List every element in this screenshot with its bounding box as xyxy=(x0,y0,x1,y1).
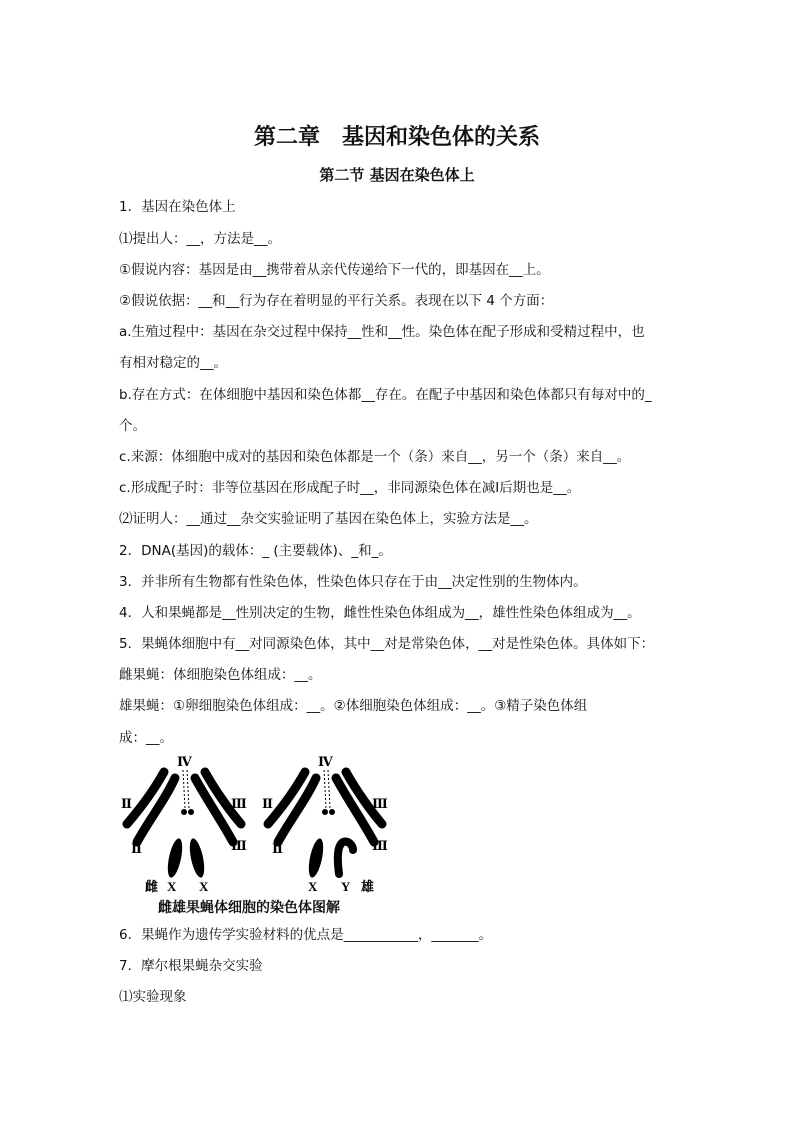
text-line: ①假说内容：基因是由__携带着从亲代传递给下一代的，即基因在__上。 xyxy=(119,262,550,278)
x-label: X xyxy=(167,879,177,894)
text-line: ⑴实验现象 xyxy=(119,989,187,1005)
text-line: 雄果蝇：①卵细胞染色体组成：__。②体细胞染色体组成：__。③精子染色体组 xyxy=(119,698,588,714)
chromosome-diagram xyxy=(119,750,399,920)
centromere-dot xyxy=(329,809,335,815)
text-line: a.生殖过程中：基因在杂交过程中保持__性和__性。染色体在配子形成和受精过程中，也 xyxy=(119,324,645,340)
text-line: ⑵证明人：__通过__杂交实验证明了基因在染色体上，实验方法是__。 xyxy=(119,511,538,527)
chromosome-label-iii: Ⅲ xyxy=(372,796,388,811)
centromere-dot xyxy=(322,809,328,815)
x-label: X xyxy=(308,879,318,894)
chromosome-label-iii: Ⅲ xyxy=(231,838,247,853)
figure-caption: 雌雄果蝇体细胞的染色体图解 xyxy=(158,900,340,916)
sex-label: 雌 xyxy=(145,879,159,894)
x-label: X xyxy=(199,879,209,894)
text-line: ⑴提出人：__，方法是__。 xyxy=(119,231,281,247)
x-chromosome xyxy=(165,837,185,879)
sex-label: 雄 xyxy=(361,879,375,894)
female-karyotype xyxy=(121,754,247,894)
chromosome-iv xyxy=(324,770,326,808)
text-line: 1．基因在染色体上 xyxy=(119,199,236,215)
chromosome-label-ii: Ⅱ xyxy=(121,796,132,811)
chromosome-label-ii: Ⅱ xyxy=(131,841,142,856)
text-line: b.存在方式：在体细胞中基因和染色体都__存在。在配子中基因和染色体都只有每对中的_ xyxy=(119,387,652,403)
y-chromosome xyxy=(338,842,353,874)
text-line: 7．摩尔根果蝇杂交实验 xyxy=(119,958,263,974)
text-line: 4．人和果蝇都是__性别决定的生物，雌性性染色体组成为__，雄性性染色体组成为__。 xyxy=(119,605,641,621)
male-karyotype xyxy=(262,754,388,894)
y-label: Y xyxy=(341,879,351,894)
x-chromosome xyxy=(306,837,326,879)
chromosome-iv xyxy=(183,770,185,808)
chromosome-iv xyxy=(328,770,330,808)
x-chromosome xyxy=(187,837,207,879)
section-subtitle: 第二节 基因在染色体上 xyxy=(319,166,475,184)
chromosome-ii xyxy=(127,772,164,824)
text-line: 6．果蝇作为遗传学实验材料的优点是___________，_______。 xyxy=(119,927,493,943)
text-line: 3．并非所有生物都有性染色体，性染色体只存在于由__决定性别的生物体内。 xyxy=(119,574,587,590)
text-line: 成：__。 xyxy=(119,730,173,746)
text-line: 个。 xyxy=(119,418,146,434)
chromosome-label-iv: Ⅳ xyxy=(318,754,333,769)
centromere-dot xyxy=(188,809,194,815)
chromosome-iv xyxy=(187,770,189,808)
chromosome-label-iii: Ⅲ xyxy=(372,838,388,853)
text-line: c.形成配子时：非等位基因在形成配子时__，非同源染色体在减Ⅰ后期也是__。 xyxy=(119,480,581,496)
text-line: c.来源：体细胞中成对的基因和染色体都是一个（条）来自__，另一个（条）来自__。 xyxy=(119,449,631,465)
chromosome-ii xyxy=(268,772,305,824)
chromosome-label-iii: Ⅲ xyxy=(231,796,247,811)
text-line: 5．果蝇体细胞中有__对同源染色体，其中__对是常染色体，__对是性染色体。具体如下： xyxy=(119,636,655,652)
chromosome-label-ii: Ⅱ xyxy=(272,841,283,856)
text-line: 雌果蝇：体细胞染色体组成：__。 xyxy=(119,667,322,683)
page-title: 第二章 基因和染色体的关系 xyxy=(253,124,540,150)
chromosome-label-iv: Ⅳ xyxy=(177,754,192,769)
text-line: ②假说依据：__和__行为存在着明显的平行关系。表现在以下 4 个方面： xyxy=(119,293,554,309)
chromosome-label-ii: Ⅱ xyxy=(262,796,273,811)
centromere-dot xyxy=(181,809,187,815)
text-line: 2．DNA(基因)的载体：_ (主要载体)、_和_。 xyxy=(119,543,392,559)
text-line: 有相对稳定的__。 xyxy=(119,355,227,371)
